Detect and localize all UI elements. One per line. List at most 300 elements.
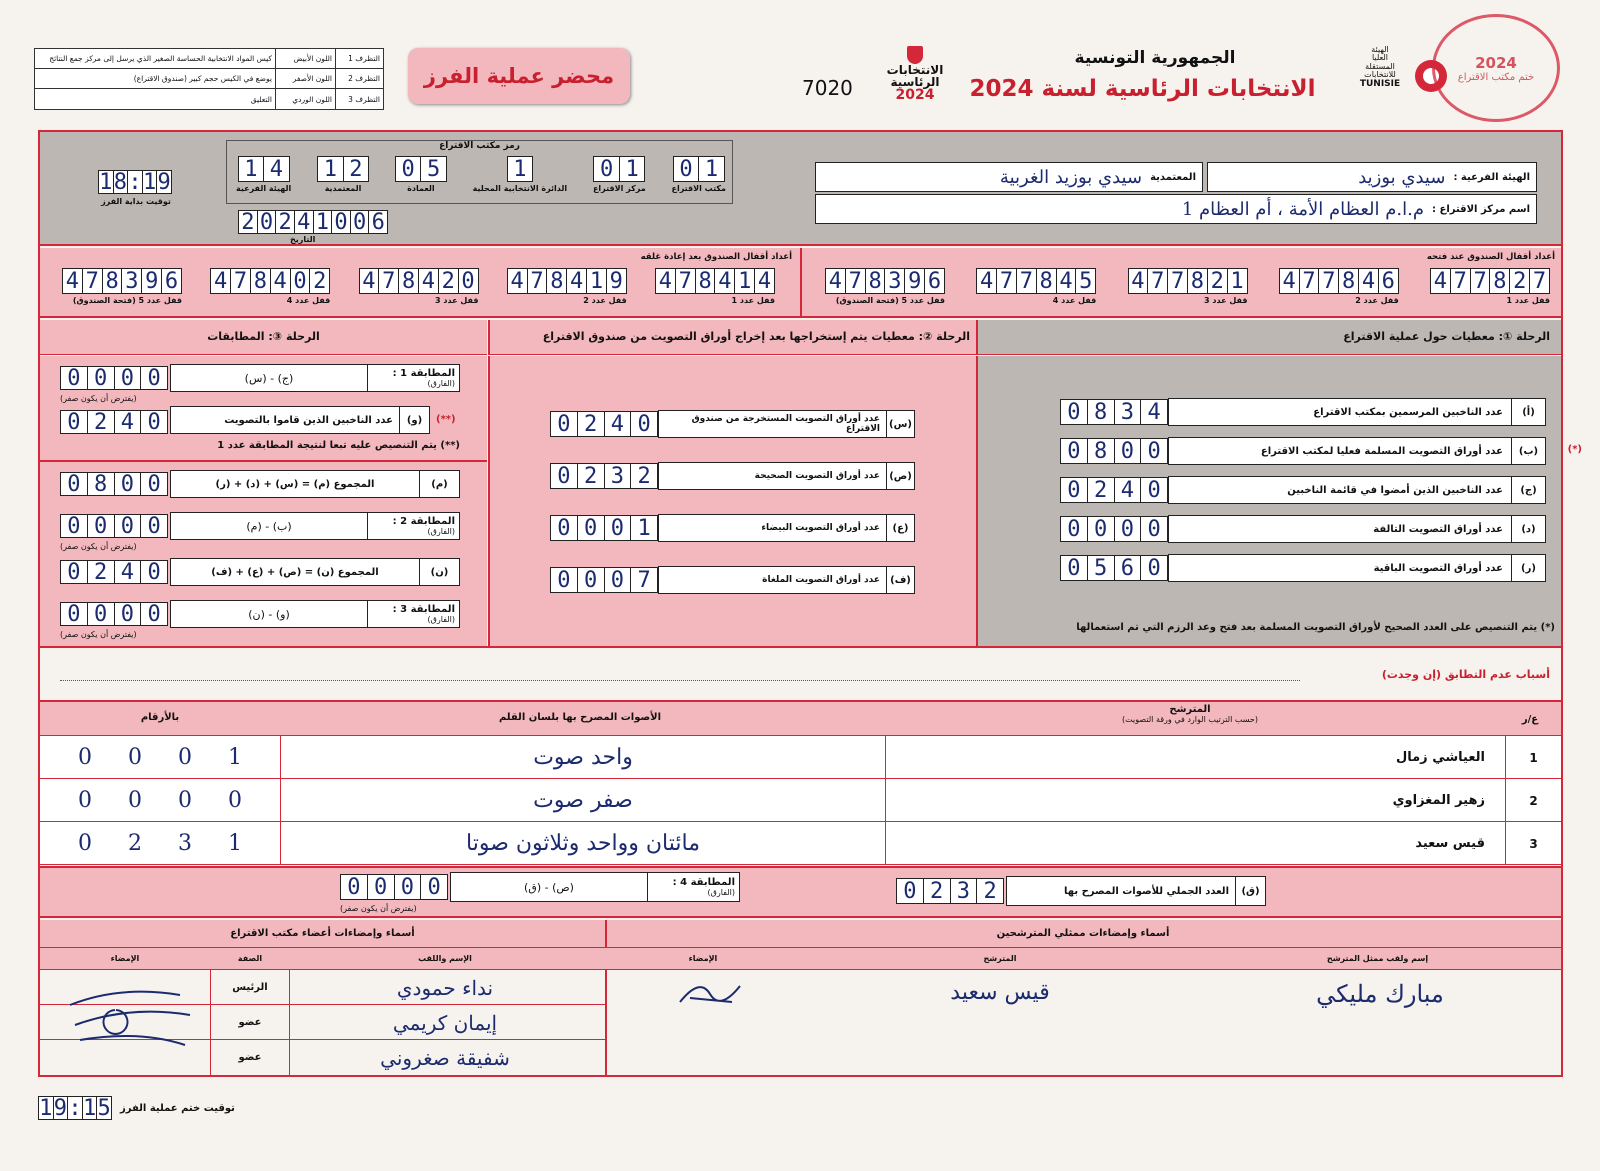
digit: 7 <box>1319 269 1339 293</box>
match1-formula: المطابقة 1 : (الفارق) (ج) - (س) <box>170 364 460 392</box>
match4-value <box>340 874 448 900</box>
lock-value <box>1128 268 1248 294</box>
stage1-title: الرحلة ①: معطيات حول عملية الاقتراع <box>1343 330 1550 343</box>
date-digits <box>238 210 388 234</box>
digit: 0 <box>551 516 578 540</box>
code-value <box>238 156 290 182</box>
digit: 4 <box>115 561 142 583</box>
results-rows <box>40 736 1561 864</box>
members-signature <box>60 985 200 1055</box>
code-field <box>236 156 291 202</box>
digit: 8 <box>1088 439 1115 463</box>
stage3-title: الرحلة ③: المطابقات <box>207 330 320 343</box>
lock-value <box>976 268 1096 294</box>
lock-field <box>976 268 1096 316</box>
stage1-row <box>1060 515 1546 543</box>
stage2-row <box>550 514 915 542</box>
digit: 0 <box>115 515 142 537</box>
start-time-label: توقيت بداية الفرز <box>101 197 171 206</box>
stage1-value <box>1060 555 1168 581</box>
lock-label: قفل عدد 5 (فتحة الصندوق) <box>72 296 182 305</box>
code-panel: رمز مكتب الاقتراع <box>226 140 733 204</box>
digit: 1 <box>513 156 527 182</box>
instance-box: الهيئة الفرعية : سيدي بوزيد <box>1207 162 1537 192</box>
member-name: نداء حمودي <box>396 975 494 1000</box>
digit: 7 <box>1451 269 1471 293</box>
lock-label: قفل عدد 3 <box>1204 296 1248 305</box>
digit: 8 <box>1088 400 1115 424</box>
rep-candidate: قيس سعيد <box>950 980 1050 1005</box>
row-label: عدد أوراق التصويت المستخرجة من صندوق الاقتراع <box>691 414 880 434</box>
digit: 0 <box>147 559 161 585</box>
rep-name: مبارك مليكي <box>1316 980 1444 1008</box>
match2-value <box>60 514 168 538</box>
lock-field <box>507 268 627 316</box>
row-label: عدد أوراق التصويت الصحيحة <box>754 471 880 481</box>
digit: 7 <box>83 269 103 293</box>
row-label: عدد أوراق التصويت التالفة <box>1373 523 1503 535</box>
date-field <box>238 210 388 234</box>
votes-in-words: صفر صوت <box>280 779 885 822</box>
digit: 7 <box>1532 268 1547 294</box>
digit: 2 <box>439 269 459 293</box>
digit: 4 <box>1280 269 1300 293</box>
row-code: (ب) <box>1511 438 1545 464</box>
digit: 0 <box>674 157 700 181</box>
lock-value <box>62 268 182 294</box>
row-code: (ف) <box>886 567 914 593</box>
digit: 8 <box>696 269 716 293</box>
voters-w-formula: (و) عدد الناخبين الذين قاموا بالتصويت <box>170 406 430 434</box>
digit: 4 <box>977 269 997 293</box>
digit: 8 <box>399 269 419 293</box>
lock-value <box>507 268 627 294</box>
digit: 4 <box>757 268 772 294</box>
digit: 0 <box>88 515 115 537</box>
digit: 4 <box>1147 399 1161 425</box>
stage1-value <box>1060 477 1168 503</box>
lock-label: قفل عدد 4 <box>286 296 331 305</box>
total-votes-digits <box>896 878 1004 904</box>
stage2-title: الرحلة ②: معطيات يتم إستخراجها بعد إخراج أوراق التصويت من صندوق الاقتراع <box>542 330 970 343</box>
candidate-name: زهير المغزاوي <box>885 779 1505 822</box>
result-row <box>40 822 1561 865</box>
digit: 0 <box>78 788 92 813</box>
locks-close <box>62 268 775 316</box>
lock-value <box>825 268 945 294</box>
match1-digits <box>60 366 168 390</box>
digit: 8 <box>113 169 128 195</box>
sum-m-digits <box>60 472 168 496</box>
digit: 8 <box>1339 269 1359 293</box>
official-stamp: 2024 ختم مكتب الاقتراع <box>1432 14 1560 122</box>
lock-label: قفل عدد 1 <box>731 296 775 305</box>
stage2-value <box>550 567 658 593</box>
digit: 0 <box>61 515 88 537</box>
digit: 2 <box>1208 269 1228 293</box>
digit: 0 <box>147 409 161 435</box>
digit: 7 <box>1471 269 1491 293</box>
code-label: الهيئة الفرعية <box>236 184 292 193</box>
digit: 0 <box>1088 517 1115 541</box>
stage1-note: (*) يتم التنصيص على العدد الصحيح لأوراق التصويت المسلمة بعد فتح وعد الرزم التي تم استعمالها <box>1076 622 1555 633</box>
code-field <box>671 156 726 202</box>
date-label: التاريخ <box>290 235 316 244</box>
digit: 0 <box>551 464 578 488</box>
rep-signature <box>670 972 750 1012</box>
digit: 2 <box>983 878 997 904</box>
digit: 2 <box>637 463 651 489</box>
row-code: (ع) <box>886 515 914 541</box>
digit: 9 <box>53 1095 68 1121</box>
digit: 0 <box>551 568 578 592</box>
digit: 5 <box>1079 268 1093 294</box>
stage1-row <box>1060 554 1546 582</box>
digit: 8 <box>547 269 567 293</box>
digit: 0 <box>594 157 620 181</box>
digit: 8 <box>866 269 886 293</box>
digit: 4 <box>271 269 291 293</box>
digit: 0 <box>1061 478 1088 502</box>
digit: 6 <box>927 268 942 294</box>
digit: 4 <box>1359 269 1379 293</box>
digit: 0 <box>1147 516 1161 542</box>
digit: 4 <box>419 269 439 293</box>
digit: 8 <box>88 473 115 495</box>
digit: 4 <box>656 269 676 293</box>
digit: 0 <box>351 211 370 233</box>
row-code: (د) <box>1511 516 1545 542</box>
digit: 3 <box>605 464 632 488</box>
row-code: (ر) <box>1511 555 1545 581</box>
start-time-field <box>98 170 172 194</box>
digit: 1 <box>82 1095 97 1121</box>
digit: 0 <box>341 875 368 899</box>
sum-n-formula: (ن) المجموع (ن) = (ص) + (ع) + (ف) <box>170 558 460 586</box>
voters-w-digits <box>60 410 168 434</box>
totals-row <box>40 866 1561 918</box>
digit: 0 <box>396 157 422 181</box>
stage1-row <box>1060 437 1582 465</box>
digit: 9 <box>609 268 623 294</box>
digit: 8 <box>103 269 123 293</box>
code-value <box>317 156 369 182</box>
digit: 1 <box>587 269 607 293</box>
votes-in-digits <box>40 736 280 779</box>
digit: 0 <box>578 516 605 540</box>
stage1-value <box>1060 438 1168 464</box>
digit: 5 <box>426 156 441 182</box>
digit: 0 <box>128 745 142 770</box>
digit: 0 <box>61 367 88 389</box>
form-number: 7020 <box>802 76 853 100</box>
match3-value <box>60 602 168 626</box>
digit: 4 <box>1129 269 1149 293</box>
flag-icon <box>907 46 923 64</box>
match1-note: (يفترض أن يكون صفر) <box>60 394 137 403</box>
match4-digits <box>340 874 448 900</box>
digit: 0 <box>258 211 277 233</box>
form-title: محضر عملية الفرز <box>408 48 630 104</box>
digit: 4 <box>295 211 314 233</box>
digit: 0 <box>1061 439 1088 463</box>
digit: 9 <box>157 169 171 195</box>
digit: 8 <box>1188 269 1208 293</box>
lock-field <box>825 268 945 316</box>
stage2-value <box>550 515 658 541</box>
digit: 2 <box>88 561 115 583</box>
lock-field <box>1128 268 1248 316</box>
digit: 0 <box>61 603 88 625</box>
sum-m-formula: (م) المجموع (م) = (س) + (د) + (ر) <box>170 470 460 498</box>
mismatch-line <box>60 680 1300 681</box>
member-role: عضو <box>210 1040 290 1075</box>
code-value <box>395 156 447 182</box>
election-title: الانتخابات الرئاسية لسنة 2024 <box>969 76 1316 102</box>
votes-in-digits <box>40 822 280 865</box>
digit: 4 <box>1431 269 1451 293</box>
stage2-row <box>550 566 915 594</box>
star-mark: (*) <box>1567 444 1582 455</box>
lock-field <box>1279 268 1399 316</box>
candidate-name: العياشي زمال <box>885 736 1505 779</box>
members-signature-scribble <box>60 985 200 1055</box>
sum-n-value <box>60 560 168 584</box>
digit: 2 <box>349 156 363 182</box>
digit: 2 <box>313 268 327 294</box>
digit: 0 <box>368 875 395 899</box>
code-field <box>473 156 568 202</box>
digit: 0 <box>78 745 92 770</box>
row-code: (ج) <box>1511 477 1545 503</box>
votes-in-digits <box>40 779 280 822</box>
digit: 7 <box>528 269 548 293</box>
digit: 0 <box>1115 517 1142 541</box>
row-code: (ص) <box>886 463 914 489</box>
digit: 7 <box>1017 269 1037 293</box>
digit: 1 <box>637 515 651 541</box>
digit: 0 <box>332 211 351 233</box>
mismatch-label: أسباب عدم التطابق (إن وجدت) <box>1381 668 1550 681</box>
digit: 0 <box>147 513 161 539</box>
total-votes-label: (ق) العدد الجملي للأصوات المصرح بها <box>1006 876 1266 906</box>
result-row <box>40 736 1561 779</box>
sum-n-digits <box>60 560 168 584</box>
match4-formula: المطابقة 4 : (الفارق) (ص) - (ق) <box>450 872 740 902</box>
digit: 7 <box>997 269 1017 293</box>
packing-table: التظرف 1 اللون الأبيض كيس المواد الانتخابية الحساسة الصغير الذي يرسل إلى مركز جمع النتائج التظرف 2 اللون الأصفر يوضع في الكيس حجم كبير (صندوق الاقتراع) التظرف 3 اللون الوردي التعليق <box>34 48 384 110</box>
stage2-value <box>550 411 658 437</box>
digit: 0 <box>395 875 422 899</box>
row-label: عدد الناخبين الذين أمضوا في قائمة الناخبين <box>1287 484 1503 496</box>
digit: 1 <box>625 156 639 182</box>
result-row <box>40 779 1561 822</box>
stage2-row <box>550 462 915 490</box>
start-time-digits <box>98 170 172 194</box>
digit: 2 <box>578 412 605 436</box>
isie-logo: الهيئة العليا المستقلة للانتخابات TUNISIE <box>1359 45 1401 89</box>
digit: 8 <box>1037 269 1057 293</box>
stage2-row <box>550 410 915 438</box>
lock-value <box>1430 268 1550 294</box>
digit: 8 <box>1490 269 1510 293</box>
lock-value <box>210 268 330 294</box>
digit: 9 <box>905 269 925 293</box>
code-label: مركز الاقتراع <box>592 184 646 193</box>
digit: 1 <box>318 157 344 181</box>
digit: 4 <box>360 269 380 293</box>
digit: 2 <box>239 211 258 233</box>
digit: 1 <box>142 169 157 195</box>
stage1-value <box>1060 399 1168 425</box>
code-label: مكتب الاقتراع <box>671 184 726 193</box>
digit: 4 <box>508 269 528 293</box>
total-votes-value <box>896 878 1004 904</box>
digit: 0 <box>147 471 161 497</box>
digit: 0 <box>1147 477 1161 503</box>
digit: 0 <box>115 367 142 389</box>
digit: 6 <box>1115 556 1142 580</box>
digit: 0 <box>178 788 192 813</box>
match3-digits <box>60 602 168 626</box>
member-name: إيمان كريمي <box>392 1010 498 1035</box>
digit: 4 <box>715 269 735 293</box>
locks-close-title: أعداد أقفال الصندوق بعد إعادة غلقه <box>640 252 792 262</box>
digit: 7 <box>231 269 251 293</box>
digit: 2 <box>276 211 295 233</box>
digit: 1 <box>39 1095 53 1121</box>
digit: : <box>128 169 142 195</box>
digit: 4 <box>63 269 83 293</box>
digit: 1 <box>228 831 242 856</box>
row-label: عدد أوراق التصويت الباقية <box>1373 562 1503 574</box>
digit: 1 <box>1230 268 1244 294</box>
digit: 6 <box>1381 268 1395 294</box>
code-value <box>673 156 725 182</box>
voters-w-note: (**) يتم التنصيص عليه تبعا لنتيجة المطابقة عدد 1 <box>217 440 460 451</box>
row-label: عدد الناخبين المرسمين بمكتب الاقتراع <box>1313 406 1503 418</box>
code-field <box>317 156 369 202</box>
votes-in-words: مائتان وواحد وثلاثون صوتا <box>280 822 885 865</box>
republic-title: الجمهورية التونسية <box>1074 48 1236 68</box>
digit: 4 <box>567 269 587 293</box>
digit: 7 <box>637 567 651 593</box>
lock-label: قفل عدد 1 <box>1506 296 1550 305</box>
stage2-rows <box>550 410 915 600</box>
member-role: عضو <box>210 1005 290 1040</box>
sum-m-value <box>60 472 168 496</box>
end-time-digits <box>38 1096 112 1120</box>
digit: 1 <box>735 269 755 293</box>
votes-in-words: واحد صوت <box>280 736 885 779</box>
digit: 0 <box>1061 556 1088 580</box>
member-role: الرئيس <box>210 970 290 1005</box>
row-code: (س) <box>886 411 914 437</box>
code-value <box>593 156 645 182</box>
match2-formula: المطابقة 2 : (الفارق) (ب) - (م) <box>170 512 460 540</box>
digit: 0 <box>605 516 632 540</box>
election-logo: الانتخابات الرئاسية 2024 <box>880 46 950 112</box>
delegation-box: المعتمدية سيدي بوزيد الغربية <box>815 162 1203 192</box>
digit: 2 <box>1088 478 1115 502</box>
digit: : <box>68 1095 82 1121</box>
digit: 0 <box>551 412 578 436</box>
code-label: الدائرة الانتخابية المحلية <box>472 184 568 193</box>
code-label: العمادة <box>407 184 435 193</box>
lock-label: قفل عدد 5 (فتحة الصندوق) <box>835 296 945 305</box>
digit: 0 <box>1147 438 1161 464</box>
digit: 0 <box>1147 555 1161 581</box>
digit: 5 <box>1088 556 1115 580</box>
match3-formula: المطابقة 3 : (الفارق) (و) - (ن) <box>170 600 460 628</box>
code-field <box>593 156 646 202</box>
digit: 2 <box>924 879 951 903</box>
digit: 0 <box>228 788 242 813</box>
lock-field <box>62 268 182 316</box>
digit: 0 <box>78 831 92 856</box>
digit: 0 <box>61 411 88 433</box>
lock-field <box>359 268 479 316</box>
lock-label: قفل عدد 3 <box>435 296 479 305</box>
digit: 7 <box>676 269 696 293</box>
rep-signature-scribble <box>670 972 750 1012</box>
digit: 4 <box>211 269 231 293</box>
digit: 0 <box>291 269 311 293</box>
code-label: المعتمدية <box>324 184 362 193</box>
digit: 7 <box>379 269 399 293</box>
digit: 2 <box>578 464 605 488</box>
digit: 7 <box>1300 269 1320 293</box>
digit: 3 <box>885 269 905 293</box>
locks-open <box>825 268 1550 316</box>
digit: 0 <box>88 603 115 625</box>
row-label: عدد أوراق التصويت الملغاة <box>762 575 880 585</box>
digit: 0 <box>897 879 924 903</box>
digit: 0 <box>578 568 605 592</box>
end-time-label: توقيت ختم عملية الفرز <box>120 1103 235 1114</box>
digit: 0 <box>1061 517 1088 541</box>
digit: 0 <box>147 365 161 391</box>
digit: 4 <box>269 156 283 182</box>
stage2-value <box>550 463 658 489</box>
digit: 0 <box>1115 439 1142 463</box>
lock-value <box>359 268 479 294</box>
lock-field <box>1430 268 1550 316</box>
row-label: عدد أوراق التصويت المسلمة فعليا لمكتب الاقتراع <box>1260 445 1503 457</box>
digit: 6 <box>164 268 179 294</box>
center-box: اسم مركز الاقتراع : م.ا.م العظام الأمة ، أم العظام 1 <box>815 194 1537 224</box>
digit: 1 <box>704 156 719 182</box>
digit: 0 <box>427 874 441 900</box>
voters-w-value <box>60 410 168 434</box>
stage1-value <box>1060 516 1168 542</box>
digit: 7 <box>1168 269 1188 293</box>
digit: 4 <box>1115 478 1142 502</box>
digit: 8 <box>251 269 271 293</box>
digit: 2 <box>1510 269 1530 293</box>
result-num: 3 <box>1505 822 1561 865</box>
digit: 1 <box>99 169 113 195</box>
stage1-rows <box>1060 398 1582 588</box>
lock-value <box>655 268 775 294</box>
row-code: (أ) <box>1511 399 1545 425</box>
digit: 3 <box>1115 400 1142 424</box>
stage1-row <box>1060 398 1546 426</box>
row-label: عدد أوراق التصويت البيضاء <box>761 523 880 533</box>
stage1-row <box>1060 476 1546 504</box>
lock-value <box>1279 268 1399 294</box>
candidate-name: قيس سعيد <box>885 822 1505 865</box>
